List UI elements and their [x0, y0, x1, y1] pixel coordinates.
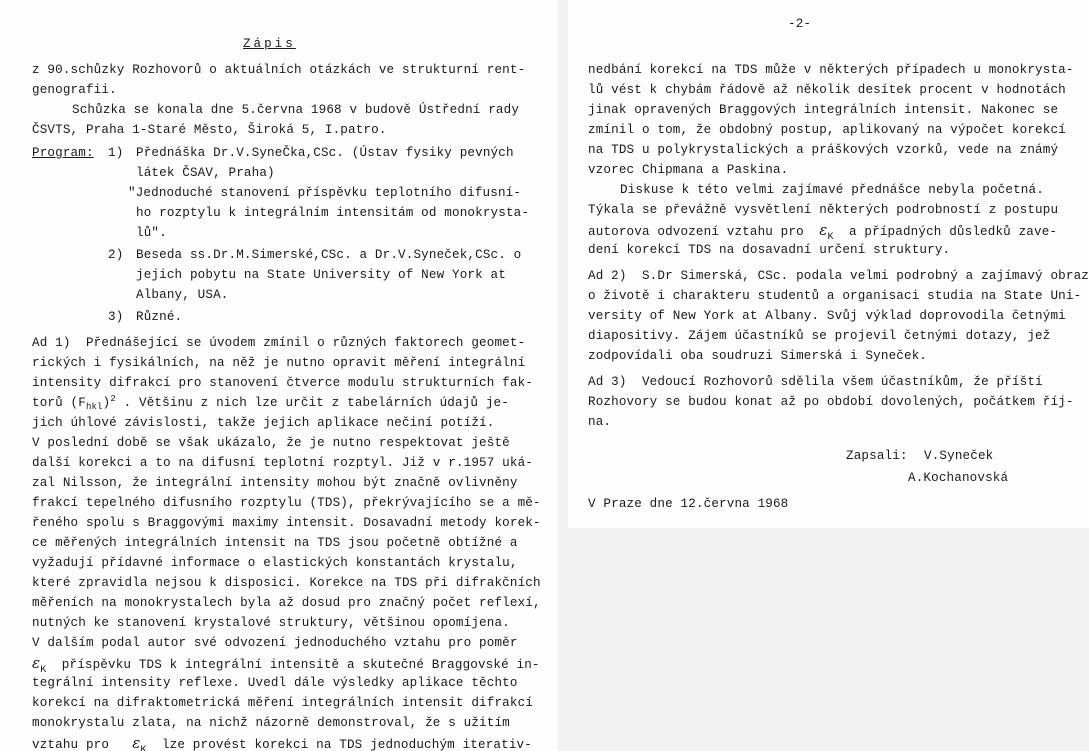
discussion-line: dení korekcí TDS na dosavadní určení struktury.: [588, 243, 951, 257]
formula-text: torů (F: [32, 396, 86, 410]
ad1-line-formula: [32, 393, 509, 413]
epsilon-symbol: ε: [32, 654, 41, 672]
ad1-line: tegrální intensity reflexe. Uvedl dále výsledky aplikace těchto: [32, 676, 518, 690]
ad1-line: frakcí tepelného difusního rozptylu (TDS), překrývajícího se a mě-: [32, 496, 541, 510]
intro-line: z 90.schůzky Rozhovorů o aktuálních otázkách ve strukturní rent-: [32, 63, 526, 77]
program-item-number: 3): [108, 310, 124, 324]
ad1-line: intensity difrakcí pro stanovení čtverce modulu strukturních fak-: [32, 376, 533, 390]
recorded-by-label: Zapsali:: [846, 449, 908, 463]
page-number: -2-: [788, 17, 812, 31]
meeting-line: ČSVTS, Praha 1-Staré Město, Široká 5, I.patro.: [32, 123, 387, 137]
epsilon-symbol: ε: [819, 221, 828, 239]
continuation-line: zmínil o tom, že obdobný postup, aplikovaný na výpočet korekcí: [588, 123, 1066, 137]
recorded-by-name: A.Kochanovská: [908, 471, 1009, 485]
continuation-line: lů vést k chybám řádově až několik desítek procent v hodnotách: [588, 83, 1066, 97]
formula-superscript: 2: [110, 394, 116, 404]
ad1-line: korekcí na difraktometrická měření integrálních intensit difrakcí: [32, 696, 533, 710]
ad3-line: Ad 3) Vedoucí Rozhovorů sdělila všem účastníkům, že příští: [588, 375, 1043, 389]
program-item-line: Přednáška Dr.V.SyneČka,CSc. (Ústav fysiky pevných: [136, 146, 514, 160]
formula-text: lze provést korekci na TDS jednoduchým iterativ-: [146, 738, 532, 751]
program-item-line: Albany, USA.: [136, 288, 229, 302]
discussion-line: Diskuse k této velmi zajímavé přednášce nebyla početná.: [620, 183, 1044, 197]
ad1-line: nutných ke stanovení krystalové struktury, většinou opomíjena.: [32, 616, 510, 630]
formula-text: . Většinu z nich lze určit z tabelárních údajů je-: [115, 396, 509, 410]
program-item-line: ho rozptylu k integrálním intensitám od monokrysta-: [136, 206, 530, 220]
ad2-line: o životě i charakteru studentů a organisaci studia na State Uni-: [588, 289, 1082, 303]
epsilon-subscript: K: [40, 665, 47, 676]
page-title: Zápis: [243, 37, 296, 51]
ad1-line: které zpravidla nejsou k disposici. Korekce na TDS při difrakčních: [32, 576, 541, 590]
recorded-by-name: V.Syneček: [924, 449, 994, 463]
ad1-line: V dalším podal autor své odvození jednoduchého vztahu pro poměr: [32, 636, 518, 650]
ad3-line: Rozhovory se budou konat až po období dovolených, počátkem říj-: [588, 395, 1074, 409]
formula-text: a případných důsledků zave-: [833, 225, 1058, 239]
ad1-line-formula: [32, 733, 532, 751]
program-item-number: 1): [108, 146, 124, 160]
epsilon-symbol: ε: [132, 734, 141, 751]
formula-subscript: hkl: [85, 402, 103, 412]
ad2-line: Ad 2) S.Dr Simerská, CSc. podala velmi podrobný a zajímavý obraz: [588, 269, 1089, 283]
ad1-line: V poslední době se však ukázalo, že je nutno respektovat ještě: [32, 436, 510, 450]
continuation-line: vzorec Chipmana a Paskina.: [588, 163, 789, 177]
meeting-line: Schůzka se konala dne 5.června 1968 v budově Ústřední rady: [72, 103, 520, 117]
program-item-line: jejich pobytu na State University of New York at: [136, 268, 506, 282]
formula-text: příspěvku TDS k integrální intensitě a skutečné Braggovské in-: [46, 658, 540, 672]
program-item-line: látek ČSAV, Praha): [136, 166, 275, 180]
program-item-line: "Jednoduché stanovení příspěvku teplotního difusní-: [128, 186, 522, 200]
intro-line: genografii.: [32, 83, 117, 97]
ad2-line: versity of New York at Albany. Svůj výklad doprovodila četnými: [588, 309, 1066, 323]
ad1-line: vyžadují přídavné informace o elastických konstantách krystalu,: [32, 556, 518, 570]
ad1-line: jich úhlové závislosti, takže jejich aplikace nečiní potíží.: [32, 416, 495, 430]
ad1-line: rických i fysikálních, na něž je nutno opravit měření integrální: [32, 356, 526, 370]
epsilon-subscript: K: [827, 232, 834, 243]
continuation-line: jinak opravených Braggových integrálních intensit. Nakonec se: [588, 103, 1059, 117]
program-item-line: lů".: [136, 226, 167, 240]
formula-text: vztahu pro: [32, 738, 110, 751]
ad2-line: diapositivy. Zájem účastníků se projevil četnými dotazy, jež: [588, 329, 1051, 343]
ad1-line: ce měřených integrálních intensit na TDS jsou početně obtížné a: [32, 536, 518, 550]
formula-text: autorova odvození vztahu pro: [588, 225, 804, 239]
place-date: V Praze dne 12.června 1968: [588, 497, 789, 511]
ad3-line: na.: [588, 415, 612, 429]
ad1-line: zal Nilsson, že integrální intensity mohou být značně ovlivněny: [32, 476, 518, 490]
discussion-line: Týkala se převážně vysvětlení některých podrobností z postupu: [588, 203, 1059, 217]
ad1-line: měřeních na monokrystalech byla až dosud pro značný počet reflexí,: [32, 596, 541, 610]
ad1-line: další korekci a to na difusní teplotní rozptyl. Již v r.1957 uká-: [32, 456, 533, 470]
program-item-line: Beseda ss.Dr.M.Simerské,CSc. a Dr.V.Syneček,CSc. o: [136, 248, 522, 262]
continuation-line: nedbání korekcí na TDS může v některých případech u monokrysta-: [588, 63, 1074, 77]
program-item-line: Různé.: [136, 310, 183, 324]
epsilon-subscript: K: [140, 745, 147, 751]
formula-text: ): [102, 396, 111, 410]
program-item-number: 2): [108, 248, 124, 262]
document-page-2: [568, 0, 1089, 528]
program-label: Program:: [32, 146, 94, 160]
continuation-line: na TDS u polykrystalických a práškových vzorků, vede na známý: [588, 143, 1059, 157]
ad1-line: monokrystalu zlata, na nichž názorně demonstroval, že s užitím: [32, 716, 510, 730]
ad1-line: Ad 1) Přednášející se úvodem zmínil o různých faktorech geomet-: [32, 336, 526, 350]
ad2-line: zodpovídali oba soudruzi Simerská i Syneček.: [588, 349, 928, 363]
ad1-line: řeného spolu s Braggovými maximy intensit. Dosavadní metody korek-: [32, 516, 541, 530]
